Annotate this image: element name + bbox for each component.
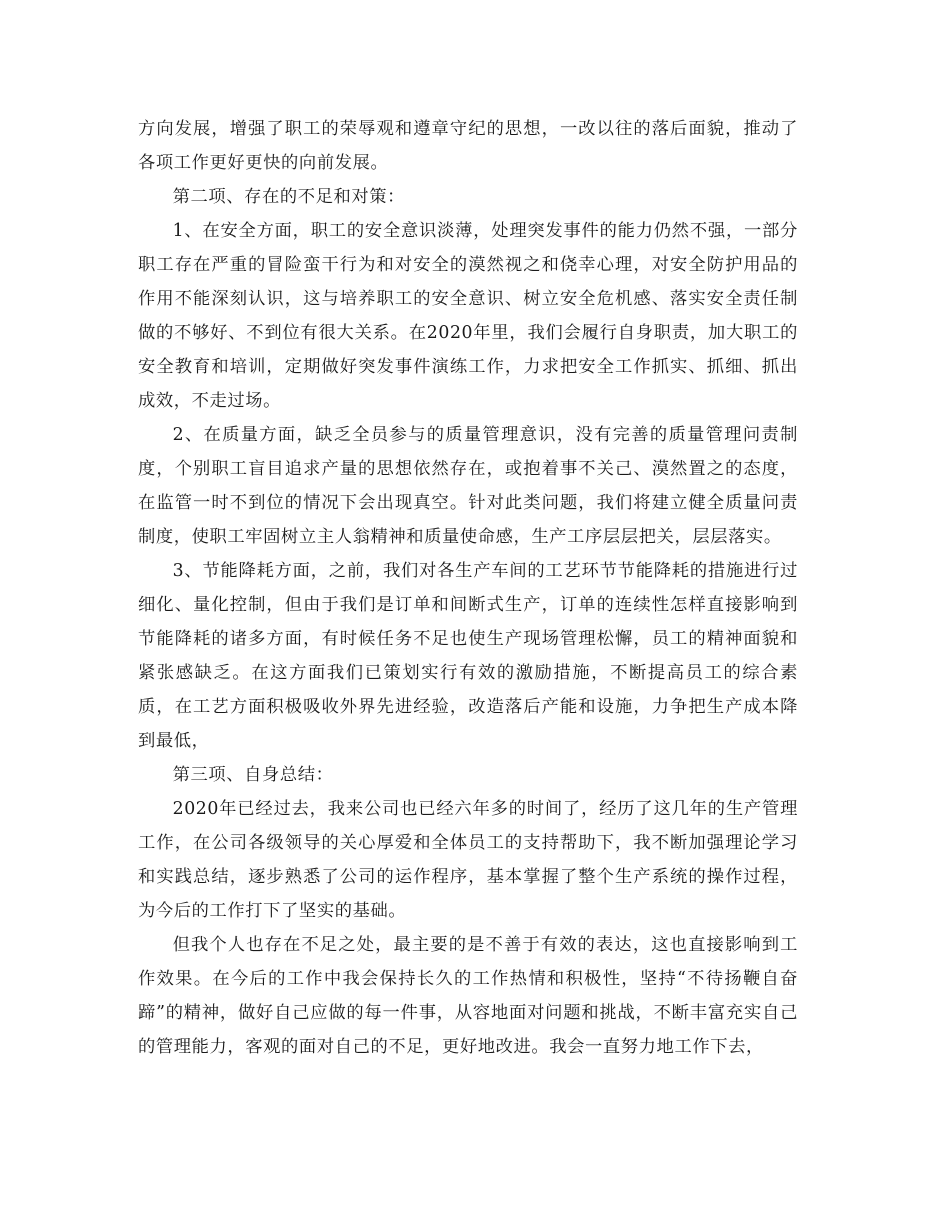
paragraph-improvement: 但我个人也存在不足之处，最主要的是不善于有效的表达，这也直接影响到工作效果。在今后的工作中我会保持长久的工作热情和积极性，坚持“不待扬鞭自奋蹄”的精神，做好自己应做的每一件事，从容地面对问题和挑战，不断丰富充实自己的管理能力，客观的面对自己的不足，更好地改进。我会一直努力地工作下去，	[138, 935, 798, 1057]
section-heading-self-summary: 第三项、自身总结：	[172, 765, 334, 785]
paragraph-safety: 1、在安全方面，职工的安全意识淡薄，处理突发事件的能力仍然不强，一部分职工存在严重的冒险蛮干行为和对安全的漠然视之和侥幸心理，对安全防护用品的作用不能深刻认识，这与培养职工的安全意识、树立安全危机感、落实安全责任制做的不够好、不到位有很大关系。在2020年里，我们会履行自身职责，加大职工的安全教育和培训，定期做好突发事件演练工作，力求把安全工作抓实、抓细、抓出成效，不走过场。	[138, 221, 798, 411]
paragraph-quality: 2、在质量方面，缺乏全员参与的质量管理意识，没有完善的质量管理问责制度，个别职工盲目追求产量的思想依然存在，或抱着事不关己、漠然置之的态度，在监管一时不到位的情况下会出现真空。针对此类问题，我们将建立健全质量问责制度，使职工牢固树立主人翁精神和质量使命感，生产工序层层把关，层层落实。	[138, 425, 798, 547]
document-body	[138, 112, 798, 1064]
paragraph-continuation: 方向发展，增强了职工的荣辱观和遵章守纪的思想，一改以往的落后面貌，推动了各项工作更好更快的向前发展。	[138, 119, 798, 173]
section-heading-shortcomings: 第二项、存在的不足和对策：	[172, 187, 406, 207]
paragraph-self-summary: 2020年已经过去，我来公司也已经六年多的时间了，经历了这几年的生产管理工作，在公司各级领导的关心厚爱和全体员工的支持帮助下，我不断加强理论学习和实践总结，逐步熟悉了公司的运作程序，基本掌握了整个生产系统的操作过程，为今后的工作打下了坚实的基础。	[138, 799, 798, 921]
paragraph-energy-saving: 3、节能降耗方面，之前，我们对各生产车间的工艺环节节能降耗的措施进行过细化、量化控制，但由于我们是订单和间断式生产，订单的连续性怎样直接影响到节能降耗的诸多方面，有时候任务不足也使生产现场管理松懈，员工的精神面貌和紧张感缺乏。在这方面我们已策划实行有效的激励措施，不断提高员工的综合素质，在工艺方面积极吸收外界先进经验，改造落后产能和设施，力争把生产成本降到最低，	[138, 561, 798, 751]
